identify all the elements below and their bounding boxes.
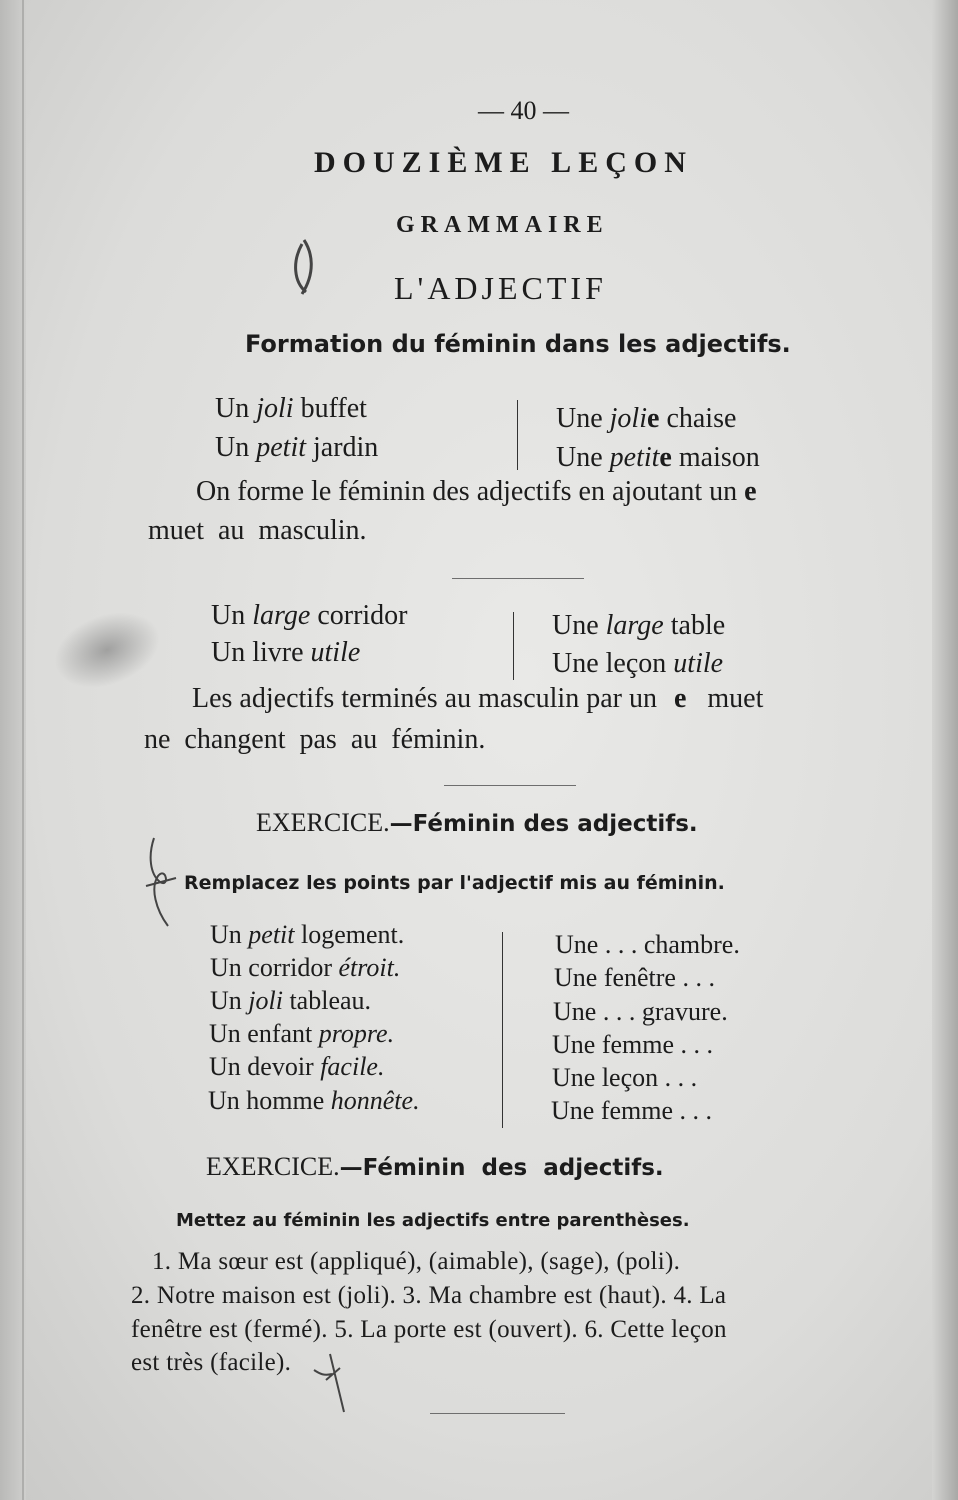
feminine-ending: e [659,442,672,473]
exercise1-left-item [209,1019,394,1049]
example-adjective: joli [256,393,294,424]
rule2-explanation-line1 [192,683,763,715]
example-adjective: large [252,600,311,631]
exercise-title: —Féminin des adjectifs. [389,811,698,837]
exercise-label: EXERCICE. [256,808,390,837]
example-text: Un [215,393,257,424]
item-text: Un devoir [209,1052,321,1081]
example-adjective: petit [256,432,306,463]
rule2-left-example-1 [211,600,408,632]
exercise2-line: 1. Ma sœur est (appliqué), (aimable), (sage), (poli). [152,1248,681,1275]
exercise1-divider [502,932,503,1128]
exercise2-instruction: Mettez au féminin les adjectifs entre parenthèses. [176,1210,690,1231]
exercise1-right-item: Une . . . gravure. [553,997,728,1026]
exercise1-right-item: Une leçon . . . [552,1063,698,1092]
example-adjective: joli [609,403,647,434]
rule1-right-example-2 [556,442,760,474]
example-noun: corridor [310,600,408,631]
exercise1-left-item [209,1052,384,1082]
example-adjective: petit [609,442,660,473]
example-adjective: utile [673,648,724,679]
example-adjective: large [605,610,664,641]
page-fold [22,0,24,1500]
exercise1-left-item [210,920,404,950]
exercise2-heading [206,1152,664,1182]
rule1-explanation-line1 [196,476,757,508]
topic-heading: L'ADJECTIF [394,270,607,306]
exercise1-right-item: Une . . . chambre. [555,930,740,959]
example-text: Un livre [211,637,311,668]
exercise1-left-item [208,1086,420,1116]
exercise1-right-item: Une fenêtre . . . [554,963,715,992]
example-text: Une [556,442,610,473]
pencil-annotation [140,826,190,936]
rule1-left-example-1 [215,393,367,425]
page-edge-shadow [932,0,958,1500]
separator-rule-3 [430,1413,565,1414]
rule1-heading: Formation du féminin dans les adjectifs. [245,330,791,358]
item-text: Un enfant [209,1019,319,1048]
explanation-bold-letter: e [744,476,757,507]
separator-rule-1 [452,578,584,579]
example-noun: jardin [306,432,379,463]
example-noun: table [663,610,726,641]
example-text: Une leçon [552,648,674,679]
page-number: — 40 — [478,96,569,125]
pencil-check-mark [304,1340,354,1420]
example-text: Une [556,403,610,434]
explanation-bold-letter: e [673,683,687,714]
pencil-mark [282,232,332,302]
rule1-divider [517,400,518,470]
item-adjective: petit [248,920,295,949]
exercise2-line: est très (facile). [131,1349,292,1376]
item-adjective: honnête. [330,1086,420,1115]
section-heading: GRAMMAIRE [396,212,609,238]
exercise2-line: fenêtre est (fermé). 5. La porte est (ouvert). 6. Cette leçon [131,1316,727,1343]
rule2-right-example-1 [552,610,725,642]
lesson-title: DOUZIÈME LEÇON [314,146,693,179]
rule1-left-example-2 [215,432,378,464]
feminine-ending: e [647,403,660,434]
item-adjective: joli [248,986,283,1015]
rule1-right-example-1 [556,403,736,435]
item-text: Un [210,920,249,949]
example-noun: chaise [659,403,737,434]
exercise1-right-item: Une femme . . . [551,1096,713,1125]
explanation-text-end: muet [707,683,764,714]
example-text: Une [552,610,606,641]
exercise1-right-item: Une femme . . . [552,1030,714,1059]
example-adjective: utile [310,637,361,668]
example-noun: maison [671,442,760,473]
item-noun: logement. [294,920,405,949]
example-text: Un [215,432,257,463]
example-text: Un [211,600,253,631]
item-text: Un homme [208,1086,331,1115]
rule2-divider [513,612,514,680]
example-noun: buffet [293,393,367,424]
rule2-explanation-line2: ne changent pas au féminin. [144,724,486,755]
exercise2-line: 2. Notre maison est (joli). 3. Ma chambre est (haut). 4. La [131,1282,727,1309]
explanation-text: Les adjectifs terminés au masculin par un [192,683,657,714]
exercise1-heading [256,808,698,838]
exercise1-instruction: Remplacez les points par l'adjectif mis au féminin. [184,872,725,894]
item-text: Un [210,986,249,1015]
exercise-title: —Féminin des adjectifs. [339,1155,664,1181]
item-noun: tableau. [282,986,372,1015]
item-adjective: facile. [320,1052,385,1081]
separator-rule-2 [444,785,576,786]
exercise1-left-item [210,953,400,983]
exercise-label: EXERCICE. [206,1152,340,1181]
rule2-right-example-2 [552,648,723,680]
item-text: Un corridor [210,953,339,982]
exercise1-left-item [210,986,371,1016]
item-adjective: propre. [318,1019,395,1048]
rule1-explanation-line2: muet au masculin. [148,515,367,546]
rule2-left-example-2 [211,637,360,669]
item-adjective: étroit. [338,953,401,982]
explanation-text: On forme le féminin des adjectifs en ajoutant un [196,476,738,507]
